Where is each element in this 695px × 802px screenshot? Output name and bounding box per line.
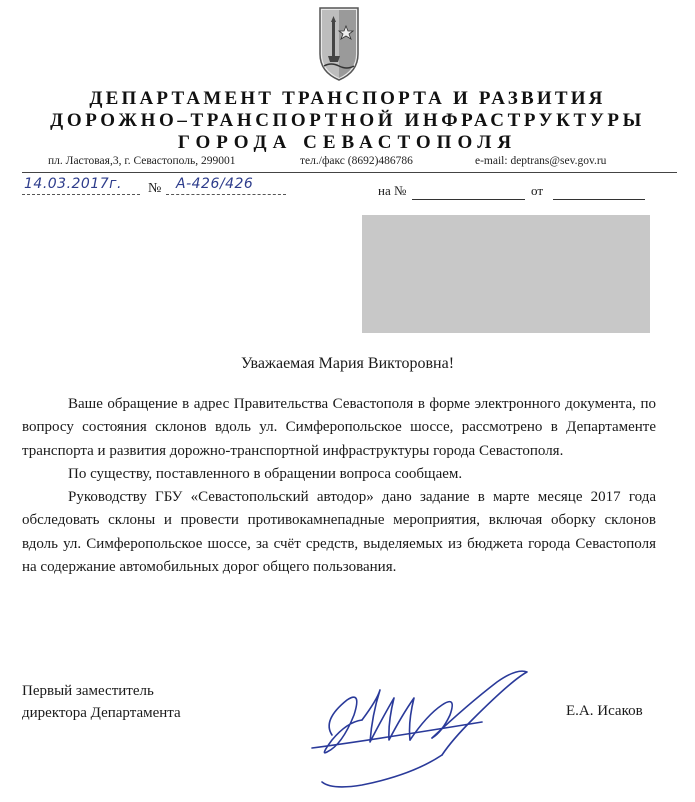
org-address: пл. Ластовая,3, г. Севастополь, 299001: [48, 155, 236, 167]
letter-body: [22, 393, 656, 579]
number-underline: [166, 194, 286, 195]
org-name-line-3: ГОРОДА СЕВАСТОПОЛЯ: [177, 132, 518, 153]
handwritten-signature: [292, 660, 537, 795]
org-name-line-1: ДЕПАРТАМЕНТ ТРАНСПОРТА И РАЗВИТИЯ: [89, 88, 606, 109]
paragraph: По существу, поставленного в обращении вопроса сообщаем.: [68, 465, 463, 482]
response-from-label: от: [531, 183, 544, 198]
outgoing-date: 14.03.2017г.: [24, 176, 122, 192]
signer-name: Е.А. Исаков: [566, 703, 643, 719]
date-underline: [22, 194, 140, 195]
signer-position-line-2: директора Департамента: [22, 705, 181, 721]
header-divider: [22, 172, 677, 173]
response-from-line: [553, 199, 645, 200]
paragraph: Ваше обращение в адрес Правительства Севастополя в форме электронного документа, по вопросу состояния склонов вдоль ул. Симферопольское шоссе, рассмотрено в Департаменте транспорта и развития дорожно-транспортной инфраструктуры города Севастополя.: [22, 396, 656, 459]
response-no-line: [412, 199, 525, 200]
outgoing-no-label: №: [148, 181, 162, 196]
signer-position: [22, 680, 181, 724]
outgoing-number: А-426/426: [176, 176, 254, 192]
org-phone: тел./факс (8692)486786: [300, 155, 413, 167]
redacted-addressee-block: [362, 215, 650, 333]
org-name-line-2: ДОРОЖНО–ТРАНСПОРТНОЙ ИНФРАСТРУКТУРЫ: [50, 110, 645, 131]
greeting: Уважаемая Мария Викторовна!: [240, 355, 455, 372]
signer-position-line-1: Первый заместитель: [22, 683, 154, 699]
paragraph: Руководству ГБУ «Севастопольский автодор» дано задание в марте месяце 2017 года обследовать склоны и провести противокамнепадные мероприятия, включая оборку склонов вдоль ул. Симферопольское шоссе, за счёт средств, выделяемых из бюджета города Севастополя на содержание автомобильных дорог общего пользования.: [22, 489, 656, 576]
response-no-label: на №: [378, 183, 407, 198]
org-email: e-mail: deptrans@sev.gov.ru: [475, 155, 607, 167]
sevastopol-coat-of-arms-icon: [316, 4, 362, 82]
